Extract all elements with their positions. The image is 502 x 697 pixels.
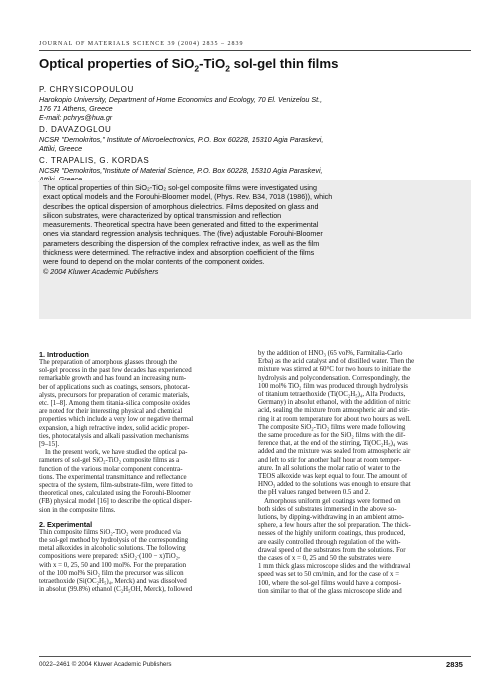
title-sub-1: 2	[194, 63, 200, 74]
text-line: (FB) physical model [16] to describe the optical disper-	[39, 498, 192, 506]
text-line: with x = 0, 25, 50 and 100 mol%. For the preparation	[39, 561, 187, 569]
text-line: HNO₃ added to the solutions was enough to ensure that	[258, 481, 411, 489]
author-name: D. DAVAZOGLOU	[39, 125, 112, 134]
text-line: and left to stir for another half hour at room temper-	[258, 456, 402, 464]
title-part-2: -TiO	[199, 56, 226, 71]
text-line: hydrolysis and polycondensation. Correspondingly, the	[258, 374, 410, 382]
author-email: E-mail: pchrys@hua.gr	[39, 113, 113, 122]
text-line: ber of applications such as coatings, sensors, photocat-	[39, 383, 190, 391]
text-line: compositions were prepared: xSiO₂·(100 − x)TiO₂,	[39, 553, 180, 561]
abstract-line: The optical properties of thin SiO₂-TiO₂ sol-gel composite films were investigated using	[43, 184, 317, 192]
footer-issn: 0022–2461 © 2004 Kluwer Academic Publishers	[39, 661, 172, 668]
abstract-line: describes the optical dispersion of amorphous dielectrics. Films deposited on glass and	[43, 202, 319, 211]
text-line: mixture was stirred at 60°C for two hours to initiate the	[258, 366, 411, 374]
copyright-line: © 2004 Kluwer Academic Publishers	[43, 267, 159, 276]
text-line: ference that, at the end of the stirring, Ti(OC₂H₅)₄ was	[258, 440, 408, 448]
text-line: Germany) in absolut ethanol, with the addition of nitric	[258, 399, 411, 407]
right-column	[258, 350, 469, 596]
text-line: theoretical ones, calculated using the Forouhi-Bloomer	[39, 490, 191, 498]
text-line: The preparation of amorphous glasses through the	[39, 359, 178, 366]
text-line: ties, photocatalysis and alkali passivation mechanisms	[39, 432, 189, 440]
author-affiliation: Harokopio University, Department of Home Economics and Ecology, 70 El. Venizelou St.,	[39, 95, 323, 104]
author-affiliation: NCSR "Demokritos," Institute of Microelectronics, P.O. Box 60228, 15310 Agia Paraskevi,	[39, 135, 324, 144]
text-line: are easily controlled through regulation of the with-	[258, 538, 401, 546]
section-heading-experimental: 2. Experimental	[39, 519, 93, 529]
text-line: alysts, precursors for preparation of ceramic materials,	[39, 391, 190, 399]
author-affiliation: 176 71 Athens, Greece	[39, 104, 113, 113]
text-line: Erba) as the acid catalyst and of distilled water. Then the	[258, 358, 415, 366]
text-line: etc. [1–8]. Among them titania-silica composite oxides	[39, 400, 191, 408]
title-part-3: sol-gel thin films	[229, 56, 339, 71]
paper-title	[39, 56, 479, 74]
abstract-line: thickness were determined. The refractive index and absorption coefficient of the films	[43, 249, 315, 258]
text-line: added and the mixture was sealed from atmospheric air	[258, 448, 411, 456]
text-line: lutions, by dipping-withdrawing in an ambient atmo-	[258, 514, 405, 522]
text-line: The composite SiO₂-TiO₂ films were made following	[258, 423, 406, 431]
text-line: metal alkoxides in alcoholic solutions. The following	[39, 545, 186, 553]
journal-header: JOURNAL OF MATERIALS SCIENCE 39 (2004) 2835 – 2839	[39, 41, 244, 47]
author-affiliation: Attiki, Greece	[39, 144, 83, 153]
abstract-line: were found to depend on the molar contents of the component oxides.	[43, 258, 265, 267]
text-line: speed was set to 50 cm/min, and for the case of x =	[258, 571, 400, 579]
text-line: TEOS alkoxide was kept equal to four. The amount of	[258, 473, 408, 481]
text-line: In the present work, we have studied the optical pa-	[45, 449, 188, 457]
title-sub-2: 2	[225, 63, 230, 74]
text-line: of the 100 mol% SiO₂ film the precursor was silicon	[39, 569, 184, 577]
text-line: sphere, a few hours after the sol preparation. The thick-	[258, 522, 411, 530]
text-line: the pH values ranged between 0.5 and 2.	[258, 489, 370, 497]
left-column	[39, 350, 250, 594]
text-line: both sides of substrates immersed in the above so-	[258, 505, 397, 513]
text-line: rameters of sol-gel SiO₂-TiO₂ composite films as a	[39, 457, 180, 465]
author-name: P. CHRYSICOPOULOU	[39, 85, 134, 94]
text-line: nesses of the highly uniform coatings, thus produced,	[258, 530, 406, 538]
abstract-line: silicon substrates, were characterized by optical transmission and reflection	[43, 211, 282, 220]
header-rule	[39, 50, 471, 51]
text-line: function of the various molar component concentra-	[39, 465, 183, 473]
text-line: ring it at room temperature for about two hours as well.	[258, 415, 411, 423]
text-line: the cases of x = 0, 25 and 50 the substrates were	[258, 555, 391, 563]
abstract	[43, 184, 473, 277]
text-line: properties which include a very low or negative thermal	[39, 416, 194, 424]
text-line: tetraethoxide (Si(OC₂H₅)₄, Merck) and was dissolved	[39, 578, 187, 586]
author-list	[39, 85, 479, 187]
footer-rule	[39, 656, 471, 657]
text-line: 100 mol% TiO₂ film was produced through hydrolysis	[258, 382, 408, 390]
text-line: the same procedure as for the SiO₂ films with the dif-	[258, 432, 406, 440]
author-block	[39, 125, 479, 153]
abstract-line: parameters describing the dispersion of the complex refractive index, as well as the film	[43, 239, 320, 248]
text-line: ature. In all solutions the molar ratio of water to the	[258, 464, 401, 472]
author-name: C. TRAPALIS, G. KORDAS	[39, 156, 150, 165]
text-line: 100, where the sol-gel films would have a composi-	[258, 579, 401, 587]
text-line: remarkable growth and has found an increasing num-	[39, 375, 187, 383]
text-line: expansion, a high refractive index, solid acidic proper-	[39, 424, 190, 432]
text-line: tion similar to that of the glass microscope slide and	[258, 587, 402, 595]
text-line: spectra of the system, film-substrate-film, were fitted to	[39, 482, 193, 490]
text-line: of titanium tetraethoxide (Ti(OC₂H₅)₄, Alfa Products,	[258, 391, 406, 399]
text-line: acid, sealing the mixture from atmospheric air and stir-	[258, 407, 410, 415]
abstract-line: ones via standard regression analysis techniques. The (five) adjustable Forouhi-Bloomer	[43, 230, 323, 239]
text-line: by the addition of HNO₃ (65 vol%, Farmitalia-Carlo	[258, 350, 403, 357]
text-line: in absolut (99.8%) ethanol (C₂H₅OH, Merck), followed	[39, 586, 193, 594]
abstract-line: exact optical models and the Forouhi-Bloomer model, (Phys. Rev. B34, 7018 (1986)), which	[43, 193, 333, 202]
section-heading-introduction: 1. Introduction	[39, 350, 89, 359]
text-line: drawal speed of the substrates from the solutions. For	[258, 546, 406, 554]
text-line: sion in the composite films.	[39, 506, 116, 514]
text-line: 1 mm thick glass microscope slides and the withdrawal	[258, 563, 411, 571]
abstract-line: measurements. Theoretical spectra have been generated and fitted to the experimental	[43, 221, 319, 230]
text-line: are noted for their interesting physical and chemical	[39, 408, 183, 416]
author-block	[39, 85, 479, 122]
title-part-1: Optical properties of SiO	[39, 56, 195, 71]
page-number: 2835	[446, 660, 463, 669]
text-line: Thin composite films SiO₂-TiO₂ were produced via	[39, 528, 181, 536]
text-line: the sol-gel method by hydrolysis of the corresponding	[39, 537, 189, 545]
text-line: tions. The experimental transmittance and reflectance	[39, 473, 187, 481]
text-line: [9–15].	[39, 441, 60, 449]
author-affiliation: NCSR "Demokritos,"Institute of Material Science, P.O. Box 60228, 15310 Agia Paraskevi,	[39, 166, 323, 175]
text-line: Amorphous uniform gel coatings were formed on	[264, 497, 401, 505]
text-line: sol-gel process in the past few decades has experienced	[39, 367, 192, 375]
